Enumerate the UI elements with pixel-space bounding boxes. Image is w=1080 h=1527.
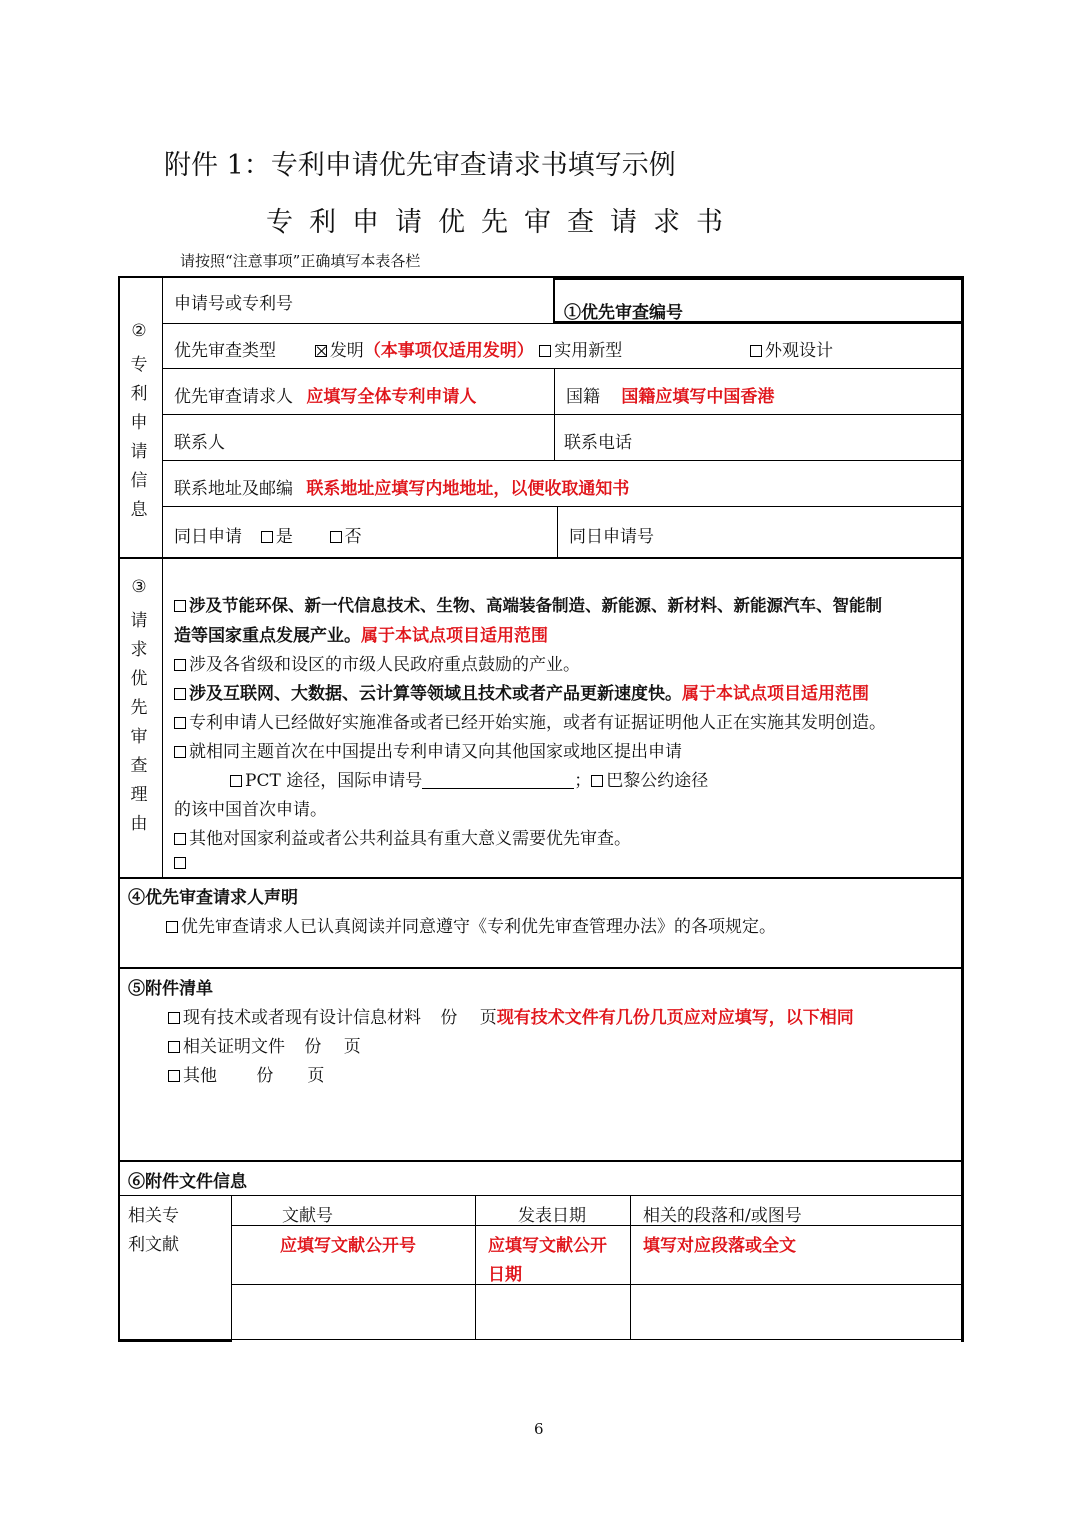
- reason-5-routes: [230, 766, 708, 791]
- nationality-note: 国籍应填写中国香港: [621, 387, 775, 407]
- invention-label: 发明: [329, 341, 364, 361]
- attachment-list-title: ⑤附件清单: [128, 979, 213, 999]
- side-label-char: 由: [130, 814, 148, 834]
- reason-1-cont: [174, 621, 548, 646]
- contact-label: 联系人: [174, 433, 225, 453]
- nationality-label: 国籍: [566, 387, 600, 407]
- priority-type-row: [174, 336, 622, 361]
- side-label-char: 审: [130, 727, 148, 747]
- attachment-item-1: [168, 1003, 854, 1028]
- attachment-info-title: ⑥附件文件信息: [128, 1172, 247, 1192]
- attachment-item-1-checkbox[interactable]: [168, 1012, 180, 1024]
- same-day-number-label: 同日申请号: [569, 527, 654, 547]
- attachment-item-1-note: 现有技术文件有几份几页应对应填写，以下相同: [496, 1008, 854, 1028]
- side-label-char: ②: [131, 321, 147, 341]
- address-row: [174, 474, 629, 499]
- route-separator: ；: [574, 771, 592, 791]
- invention-checkbox[interactable]: [315, 345, 327, 357]
- attachment-item-3-checkbox[interactable]: [168, 1070, 180, 1082]
- attachment-item-2: [168, 1032, 361, 1057]
- design-label: 外观设计: [765, 341, 833, 361]
- declaration-checkbox[interactable]: [166, 921, 178, 933]
- same-day-row: [174, 522, 362, 547]
- table-border-bottom: [118, 1339, 232, 1342]
- same-day-yes-label: 是: [275, 527, 293, 547]
- reason-1-checkbox[interactable]: [174, 600, 186, 612]
- reason-4: [174, 708, 886, 733]
- side-label-char: 求: [130, 640, 148, 660]
- reason-3-note: 属于本试点项目适用范围: [682, 684, 869, 704]
- same-day-no-label: 否: [344, 527, 362, 547]
- side-label-char: 申: [130, 413, 148, 433]
- reason-6-checkbox[interactable]: [174, 833, 186, 845]
- row-divider: [231, 1225, 963, 1226]
- cell-split: [231, 1195, 232, 1342]
- row-divider: [162, 323, 963, 324]
- row-divider: [162, 460, 963, 461]
- reason-4-text: 专利申请人已经做好实施准备或者已经开始实施，或者有证据证明他人正在实施其发明创造。: [189, 713, 886, 733]
- section-divider: [118, 877, 964, 879]
- side-label-char: 信: [130, 471, 148, 491]
- utility-model-checkbox[interactable]: [539, 345, 551, 357]
- attachment-heading: 附件 1：专利申请优先审查请求书填写示例: [164, 150, 676, 181]
- reason-6-text: 其他对国家利益或者公共利益具有重大意义需要优先审查。: [189, 829, 631, 849]
- table-border-right: [961, 276, 964, 1342]
- table-border-bottom-rest: [232, 1339, 962, 1340]
- cell-split: [557, 506, 558, 558]
- address-label: 联系地址及邮编: [174, 479, 293, 499]
- same-day-no-checkbox[interactable]: [330, 531, 342, 543]
- attachment-item-1-text: 现有技术或者现有设计信息材料: [183, 1008, 421, 1028]
- priority-number-box-left: [553, 278, 555, 324]
- app-number-label: 申请号或专利号: [174, 294, 293, 314]
- row-divider: [118, 1195, 964, 1196]
- cell-split: [630, 1195, 631, 1340]
- design-option: [750, 336, 833, 361]
- section-divider: [118, 557, 964, 559]
- pct-route-checkbox[interactable]: [230, 775, 242, 787]
- row-divider: [162, 506, 963, 507]
- side-label-char: 先: [130, 698, 148, 718]
- side-label-char: 息: [130, 500, 148, 520]
- attachment-item-1-units: 份 页: [440, 1008, 497, 1028]
- attachment-item-2-units: 份 页: [304, 1037, 361, 1057]
- attachment-item-2-text: 相关证明文件: [183, 1037, 285, 1057]
- side-label-char: 查: [130, 756, 148, 776]
- row-divider: [162, 414, 963, 415]
- reason-3: [174, 679, 869, 704]
- paris-route-label: 巴黎公约途径: [606, 771, 709, 791]
- reason-5-checkbox[interactable]: [174, 746, 186, 758]
- declaration-title: ④优先审查请求人声明: [128, 888, 298, 908]
- priority-type-label: 优先审查类型: [174, 341, 276, 361]
- side-label-char: ③: [131, 577, 147, 597]
- paris-route-checkbox[interactable]: [591, 775, 603, 787]
- requester-row: [174, 382, 476, 407]
- requester-note: 应填写全体专利申请人: [306, 387, 477, 407]
- col-document-number: 文献号: [282, 1206, 333, 1226]
- col-publish-date: 发表日期: [518, 1206, 586, 1226]
- side-label-char: 优: [130, 669, 148, 689]
- paragraph-note: 填写对应段落或全文: [643, 1236, 796, 1256]
- reason-2: [174, 650, 580, 675]
- same-day-label: 同日申请: [174, 527, 242, 547]
- fill-instruction: 请按照“注意事项”正确填写本表各栏: [180, 252, 421, 270]
- reason-7: [174, 853, 189, 873]
- table-border-left: [118, 276, 120, 1342]
- reason-3-checkbox[interactable]: [174, 688, 186, 700]
- design-checkbox[interactable]: [750, 345, 762, 357]
- reason-1-text-b: 造等国家重点发展产业。: [174, 626, 361, 646]
- publish-date-note-b: 日期: [488, 1265, 522, 1285]
- utility-model-label: 实用新型: [554, 341, 623, 361]
- side-label-char: 利: [130, 384, 148, 404]
- row-divider: [231, 1284, 963, 1285]
- side-label-char: 专: [130, 355, 148, 375]
- reason-1-text-a: 涉及节能环保、新一代信息技术、生物、高端装备制造、新能源、新材料、新能源汽车、智能制: [189, 596, 882, 615]
- international-app-number-field[interactable]: [422, 771, 574, 789]
- cell-split: [475, 1195, 476, 1340]
- declaration-row: [166, 912, 776, 937]
- related-patent-label-a: 相关专: [128, 1206, 179, 1226]
- invention-note: （本事项仅适用发明）: [363, 341, 534, 361]
- document-number-note: 应填写文献公开号: [280, 1236, 416, 1256]
- attachment-item-2-checkbox[interactable]: [168, 1041, 180, 1053]
- reason-5: [174, 737, 682, 762]
- reason-1-note: 属于本试点项目适用范围: [361, 626, 548, 646]
- reason-3-text: 涉及互联网、大数据、云计算等领域且技术或者产品更新速度快。: [189, 684, 682, 704]
- reason-5-text: 就相同主题首次在中国提出专利申请又向其他国家或地区提出申请: [189, 742, 682, 762]
- phone-label: 联系电话: [564, 433, 632, 453]
- reason-6: [174, 824, 631, 849]
- side-label-char: 理: [130, 785, 148, 805]
- attachment-item-3-text: 其他: [183, 1066, 217, 1086]
- priority-number-label: ①优先审查编号: [564, 303, 683, 323]
- side-label-char: 请: [130, 442, 148, 462]
- page-number: 6: [534, 1420, 544, 1438]
- pct-route-label: PCT 途径，国际申请号: [245, 771, 423, 791]
- related-patent-label-b: 利文献: [128, 1235, 179, 1255]
- declaration-text: 优先审查请求人已认真阅读并同意遵守《专利优先审查管理办法》的各项规定。: [181, 917, 776, 937]
- nationality-row: [566, 382, 774, 407]
- cell-split: [554, 368, 555, 460]
- reason-5-tail: 的该中国首次申请。: [174, 800, 327, 820]
- section-divider: [118, 967, 964, 969]
- requester-label: 优先审查请求人: [174, 387, 293, 407]
- reason-7-checkbox[interactable]: [174, 857, 186, 869]
- reason-1: [174, 592, 882, 616]
- form-title: 专利申请优先审查请求书: [266, 207, 739, 238]
- section-divider: [118, 1160, 964, 1162]
- address-note: 联系地址应填写内地地址，以便收取通知书: [306, 479, 630, 499]
- attachment-item-3: [168, 1061, 324, 1086]
- reason-2-checkbox[interactable]: [174, 659, 186, 671]
- priority-number-box-top: [553, 278, 963, 280]
- side-label-char: 请: [130, 611, 148, 631]
- reason-2-text: 涉及各省级和设区的市级人民政府重点鼓励的产业。: [189, 655, 580, 675]
- attachment-item-3-units: 份 页: [256, 1066, 325, 1086]
- publish-date-note-a: 应填写文献公开: [488, 1236, 607, 1256]
- same-day-yes-checkbox[interactable]: [261, 531, 273, 543]
- side-column-divider: [162, 276, 163, 878]
- reason-4-checkbox[interactable]: [174, 717, 186, 729]
- row-divider: [162, 368, 963, 369]
- col-paragraph: 相关的段落和/或图号: [643, 1206, 802, 1226]
